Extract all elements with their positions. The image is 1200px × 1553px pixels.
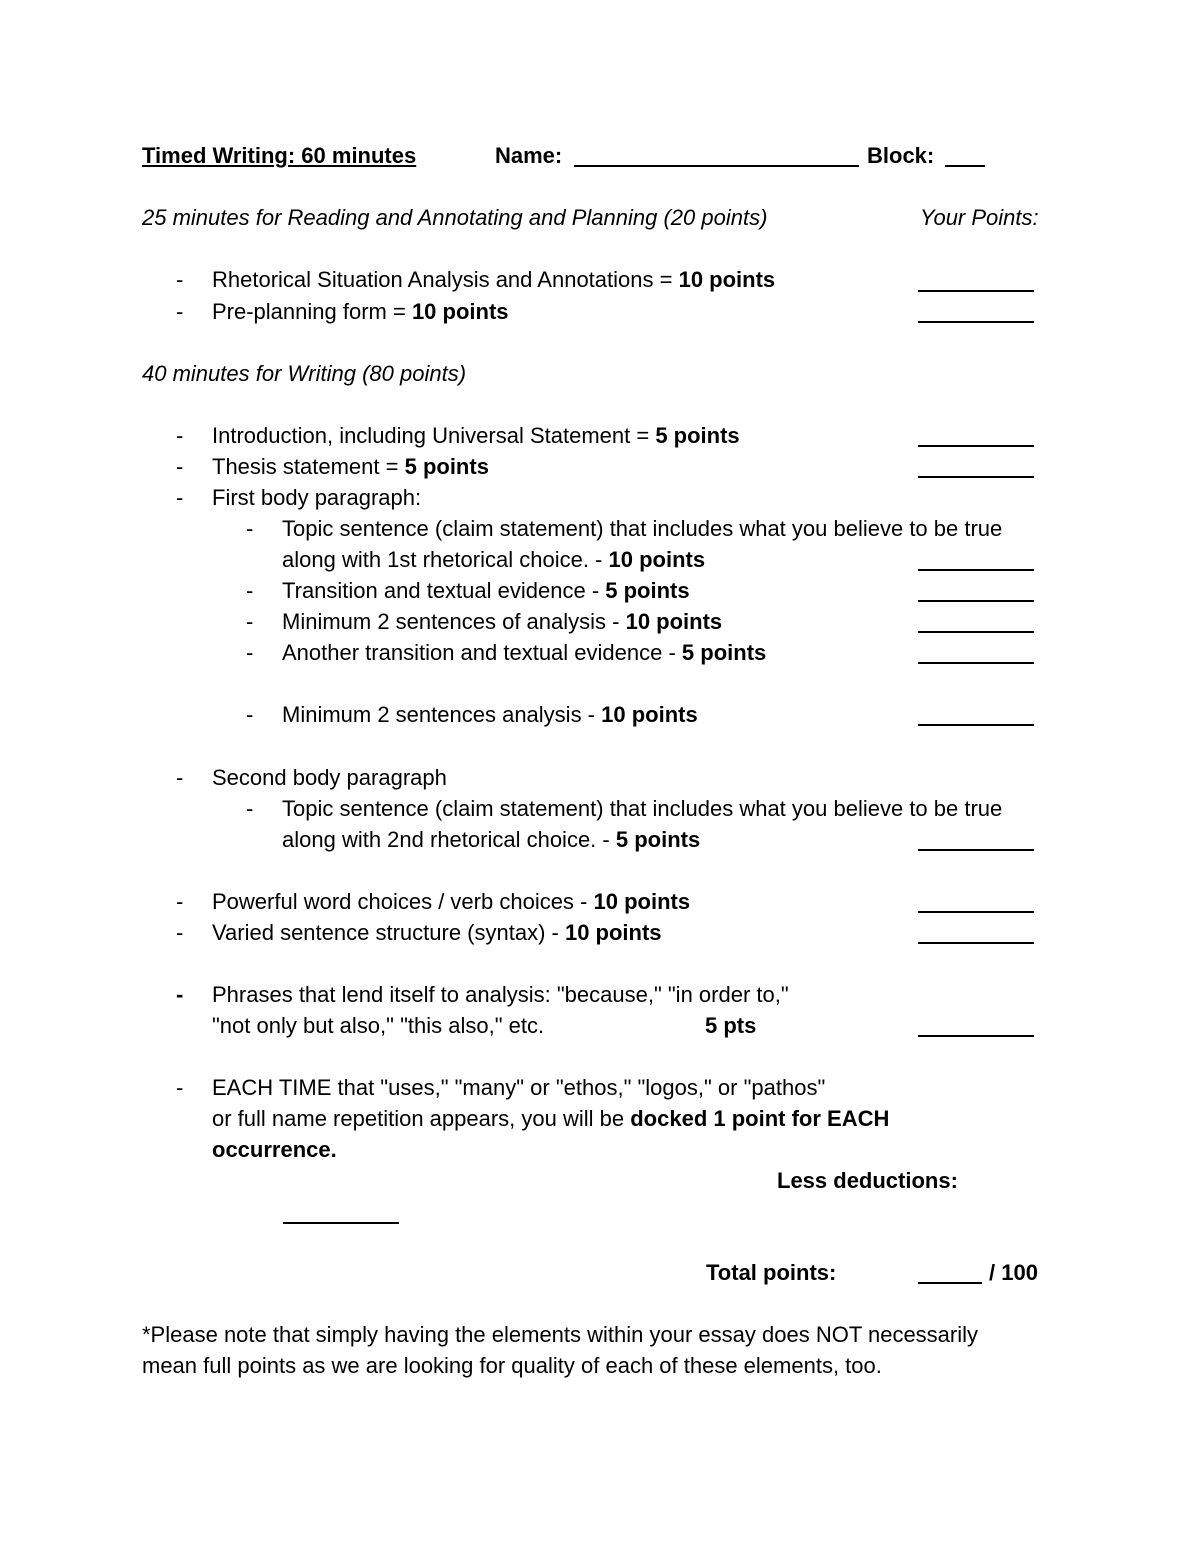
bullet-dash: - xyxy=(176,982,184,1007)
total-points-label: Total points: xyxy=(706,1260,837,1285)
points-blank[interactable] xyxy=(918,662,1034,664)
rubric-item-introduction: Introduction, including Universal Statement = 5 points xyxy=(212,423,740,448)
note-line-2: mean full points as we are looking for quality of each of these elements, too. xyxy=(142,1353,882,1378)
less-deductions-label: Less deductions: xyxy=(777,1168,958,1193)
points-blank[interactable] xyxy=(918,1035,1034,1037)
bullet-dash: - xyxy=(176,765,184,790)
bullet-dash: - xyxy=(176,889,184,914)
your-points-header: Your Points: xyxy=(920,205,1039,230)
rubric-item-first-body: First body paragraph: xyxy=(212,485,422,510)
document-title: Timed Writing: 60 minutes xyxy=(142,143,417,168)
points-blank[interactable] xyxy=(918,445,1034,447)
rubric-item-deductions-end: occurrence. xyxy=(212,1137,337,1162)
block-blank[interactable] xyxy=(945,165,985,167)
rubric-item-syntax: Varied sentence structure (syntax) - 10 points xyxy=(212,920,662,945)
rubric-subitem-topic-sentence-2: Topic sentence (claim statement) that includes what you believe to be true xyxy=(282,796,1003,821)
bullet-dash: - xyxy=(176,1075,184,1100)
points-blank[interactable] xyxy=(918,476,1034,478)
total-out-of: / 100 xyxy=(989,1260,1038,1285)
rubric-subitem-transition-evidence: Transition and textual evidence - 5 points xyxy=(282,578,690,603)
points-blank[interactable] xyxy=(918,724,1034,726)
bullet-dash: - xyxy=(246,516,254,541)
rubric-subitem-topic-sentence-1-cont: along with 1st rhetorical choice. - 10 points xyxy=(282,547,706,572)
bullet-dash: - xyxy=(176,299,184,324)
rubric-item-phrases: Phrases that lend itself to analysis: "because," "in order to," xyxy=(212,982,789,1007)
points-blank[interactable] xyxy=(918,321,1034,323)
points-blank[interactable] xyxy=(918,631,1034,633)
deductions-blank[interactable] xyxy=(283,1222,399,1224)
bullet-dash: - xyxy=(246,640,254,665)
rubric-subitem-topic-sentence-1: Topic sentence (claim statement) that includes what you believe to be true xyxy=(282,516,1003,541)
section-reading-heading: 25 minutes for Reading and Annotating and Planning (20 points) xyxy=(142,205,768,230)
total-points-blank[interactable] xyxy=(918,1282,982,1284)
bullet-dash: - xyxy=(246,578,254,603)
bullet-dash: - xyxy=(246,796,254,821)
points-blank[interactable] xyxy=(918,942,1034,944)
phrases-points: 5 pts xyxy=(705,1013,757,1038)
rubric-subitem-analysis-2: Minimum 2 sentences analysis - 10 points xyxy=(282,702,698,727)
bullet-dash: - xyxy=(176,454,184,479)
points-blank[interactable] xyxy=(918,849,1034,851)
rubric-subitem-analysis: Minimum 2 sentences of analysis - 10 points xyxy=(282,609,723,634)
section-writing-heading: 40 minutes for Writing (80 points) xyxy=(142,361,467,386)
rubric-item-pre-planning: Pre-planning form = 10 points xyxy=(212,299,509,324)
rubric-item-word-choice: Powerful word choices / verb choices - 10 points xyxy=(212,889,691,914)
bullet-dash: - xyxy=(176,267,184,292)
rubric-subitem-topic-sentence-2-cont: along with 2nd rhetorical choice. - 5 points xyxy=(282,827,701,852)
points-blank[interactable] xyxy=(918,911,1034,913)
name-blank[interactable] xyxy=(574,165,859,167)
rubric-item-rhetorical-situation: Rhetorical Situation Analysis and Annotations = 10 points xyxy=(212,267,776,292)
bullet-dash: - xyxy=(176,423,184,448)
rubric-item-deductions: EACH TIME that "uses," "many" or "ethos," "logos," or "pathos" xyxy=(212,1075,826,1100)
rubric-item-thesis: Thesis statement = 5 points xyxy=(212,454,489,479)
block-label: Block: xyxy=(867,143,935,168)
name-label: Name: xyxy=(495,143,563,168)
bullet-dash: - xyxy=(176,920,184,945)
bullet-dash: - xyxy=(176,485,184,510)
points-blank[interactable] xyxy=(918,600,1034,602)
points-blank[interactable] xyxy=(918,569,1034,571)
rubric-item-second-body: Second body paragraph xyxy=(212,765,447,790)
note-line-1: *Please note that simply having the elements within your essay does NOT necessarily xyxy=(142,1322,979,1347)
rubric-item-phrases-cont: "not only but also," "this also," etc. xyxy=(212,1013,545,1038)
bullet-dash: - xyxy=(246,609,254,634)
rubric-item-deductions-cont: or full name repetition appears, you will be docked 1 point for EACH xyxy=(212,1106,890,1131)
bullet-dash: - xyxy=(246,702,254,727)
rubric-subitem-another-transition: Another transition and textual evidence - 5 points xyxy=(282,640,767,665)
points-blank[interactable] xyxy=(918,290,1034,292)
